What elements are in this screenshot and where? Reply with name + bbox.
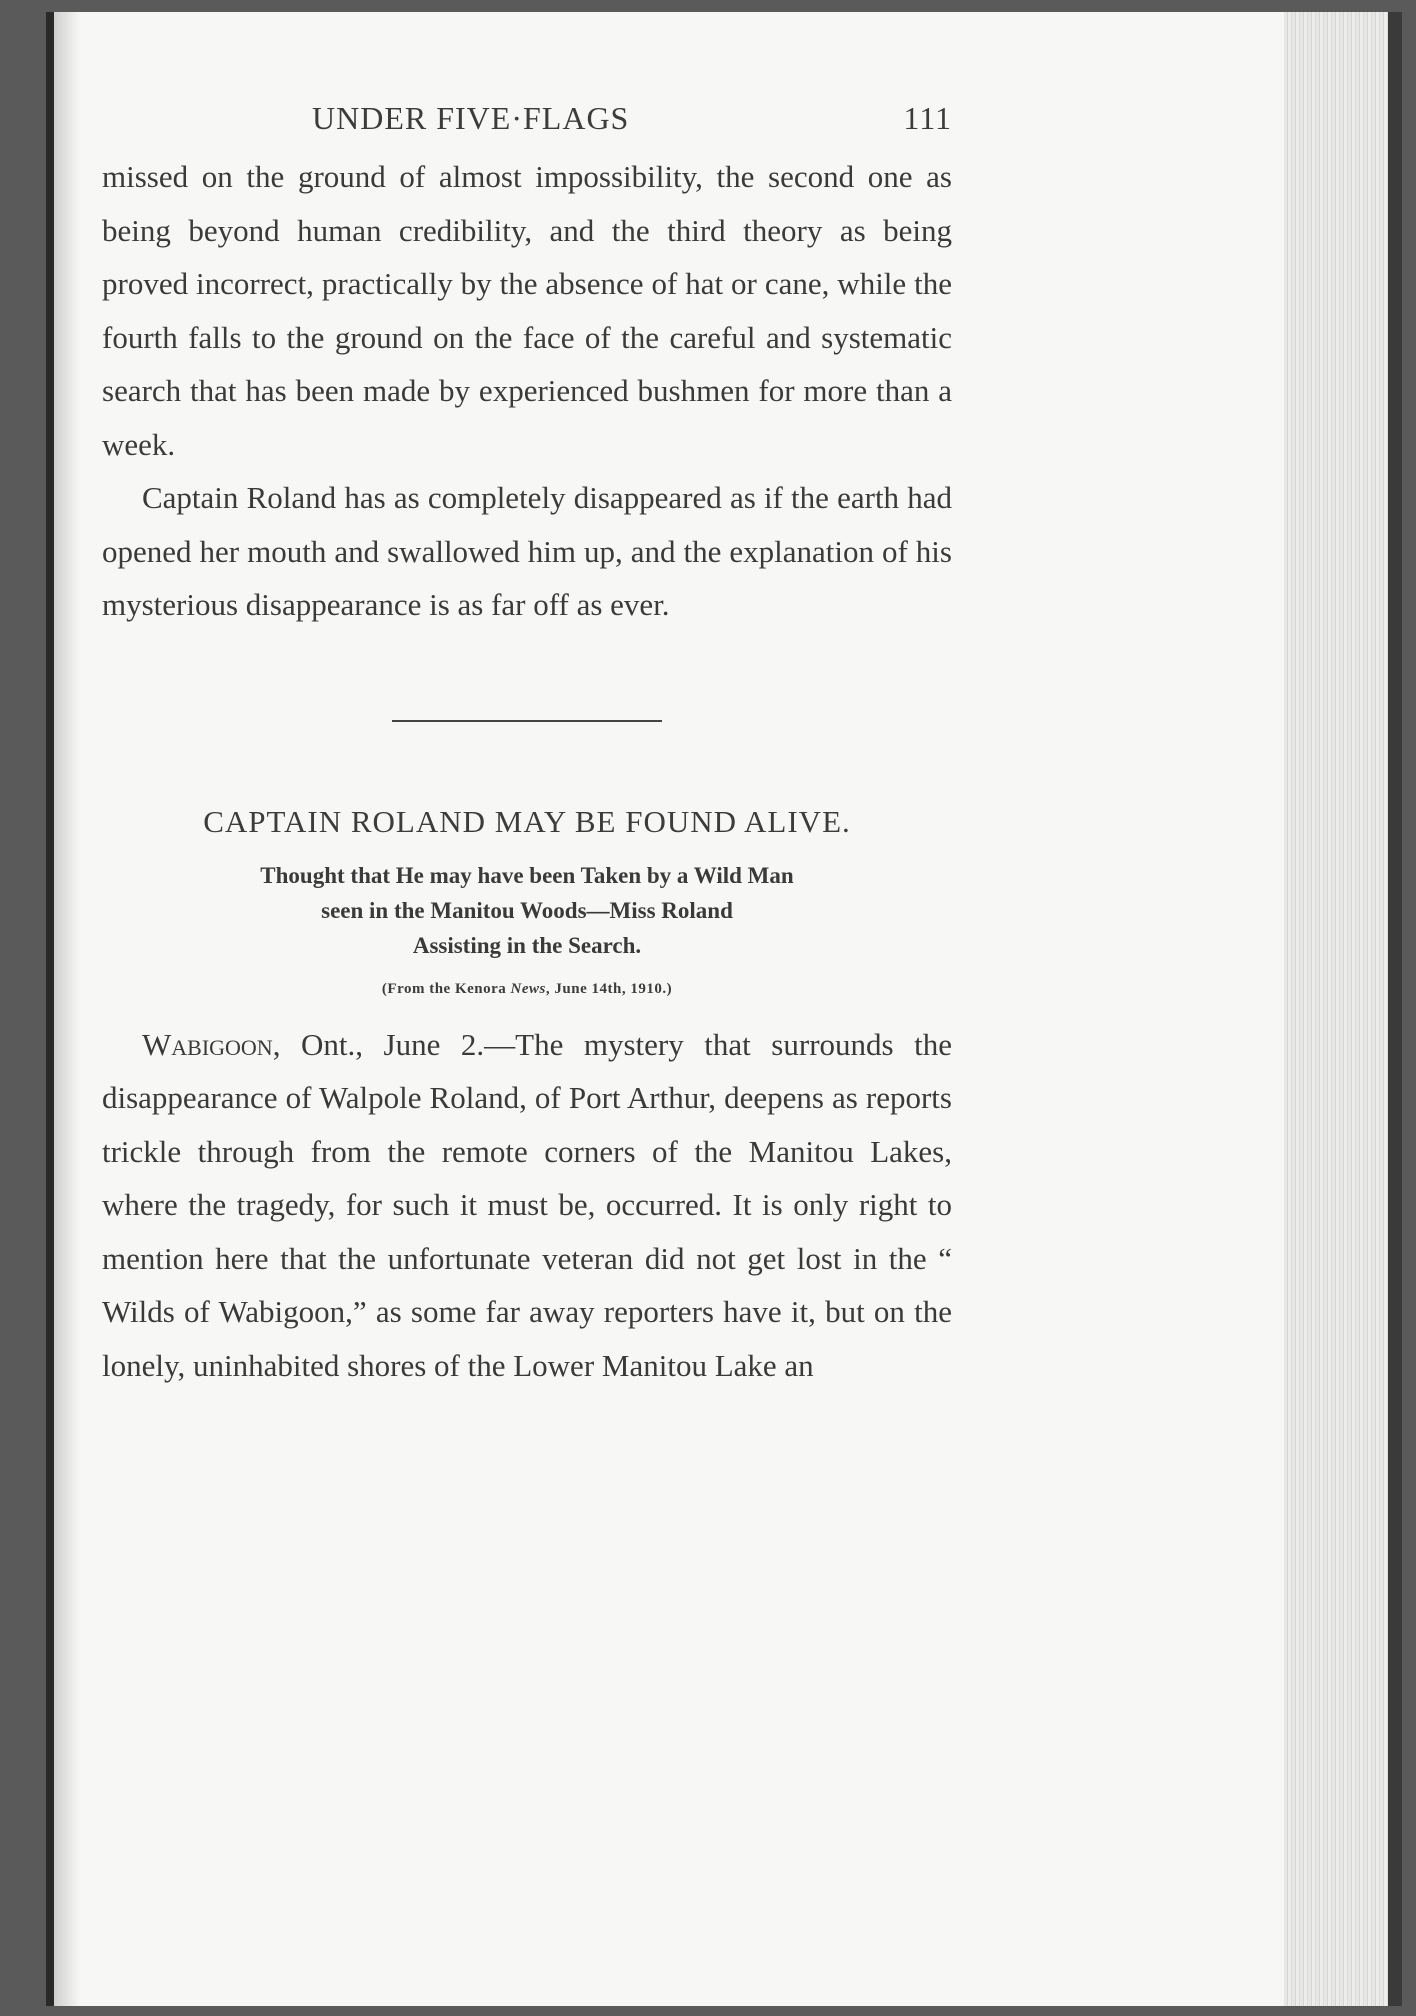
article-source — [102, 981, 952, 998]
source-suffix: , June 14th, 1910.) — [545, 980, 673, 997]
article-text: , Ont., June 2.—The mystery that surrounds the disappearance of Walpole Roland, of Port Arthur, deepens as reports trickle through from the remote corners of the Manitou Lakes, where the tragedy, for such it must be, occurred. It is only right to mention here that the unfortunate veteran did not get lost in the “ Wilds of Wabigoon,” as some far away reporters have it, but on the lonely, uninhabited shores of the Lower Manitou Lake an — [102, 1026, 952, 1383]
section-divider — [392, 720, 662, 722]
subheading-line: seen in the Manitou Woods—Miss Roland — [321, 897, 733, 923]
source-prefix: (From the Kenora — [381, 980, 511, 997]
article-subheading — [102, 858, 952, 963]
paragraph: Captain Roland has as completely disappeared as if the earth had opened her mouth and swallowed him up, and the explanation of his mysterious disappearance is as far off as ever. — [102, 480, 952, 622]
subheading-line: Thought that He may have been Taken by a Wild Man — [260, 862, 794, 888]
paragraph — [102, 1018, 952, 1393]
source-newspaper: News — [510, 980, 546, 997]
page-fore-edge — [1284, 12, 1402, 2006]
article-body — [102, 1018, 952, 1393]
subheading-line: Assisting in the Search. — [412, 932, 642, 958]
gutter-shadow — [54, 12, 80, 2006]
running-head — [102, 100, 952, 150]
paragraph: missed on the ground of almost impossibility, the second one as being beyond human credibility, and the third theory as being proved incorrect, practically by the absence of hat or cane, while the fourth falls to the ground on the face of the careful and systematic search that has been made by experienced bushmen for more than a week. — [102, 159, 952, 462]
running-title: UNDER FIVE·FLAGS — [312, 100, 630, 136]
dateline: Wabigoon — [142, 1026, 273, 1062]
text-block — [102, 100, 952, 1392]
continued-text — [102, 150, 952, 632]
article-headline: CAPTAIN ROLAND MAY BE FOUND ALIVE. — [203, 803, 851, 839]
page-edge-shadow — [1388, 12, 1402, 2006]
page-number: 111 — [903, 100, 952, 136]
